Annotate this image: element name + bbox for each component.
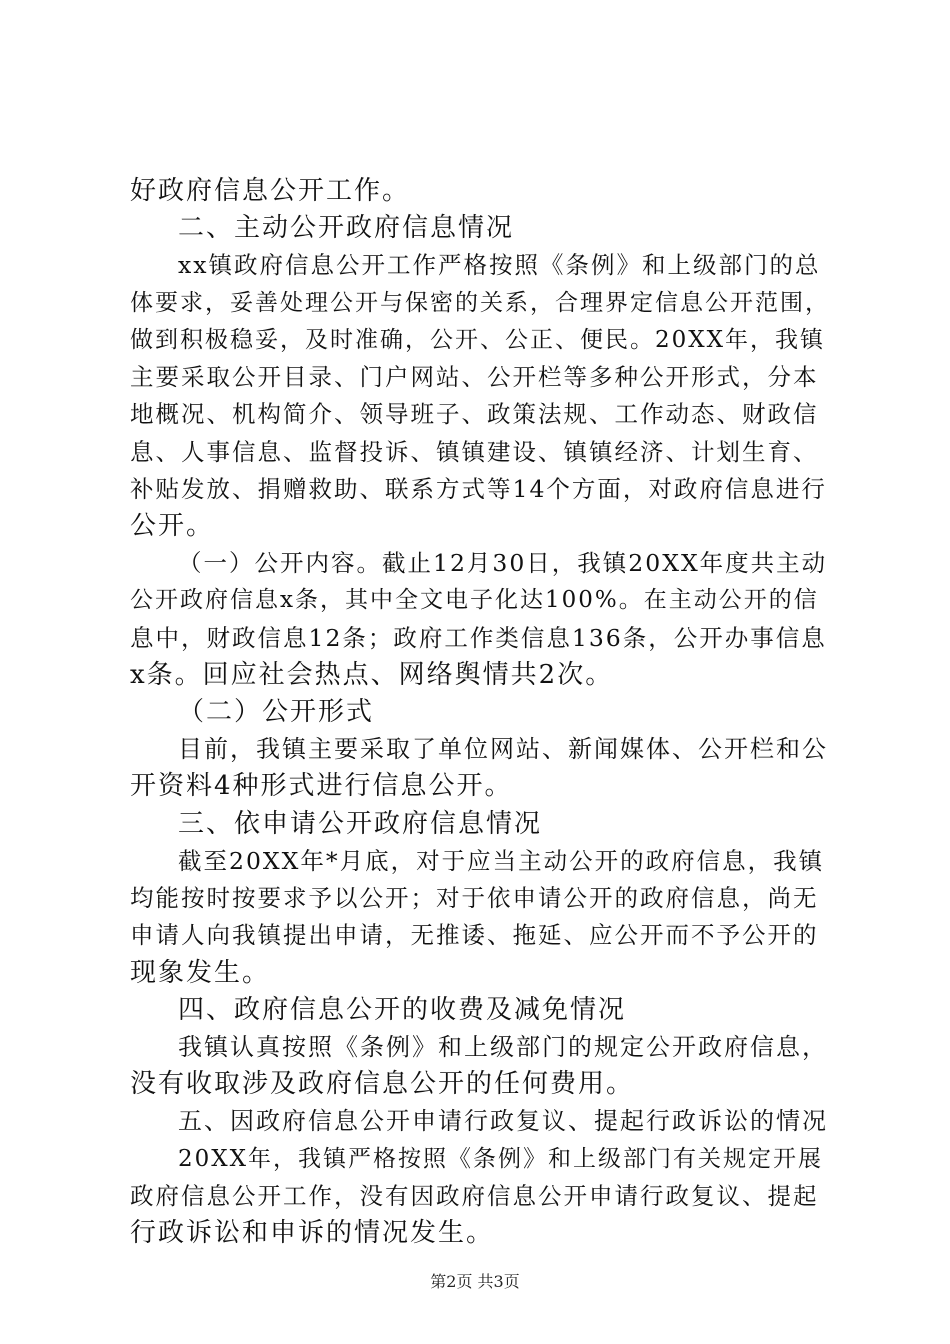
page-footer [0, 1272, 950, 1292]
body-line: 目前，我镇主要采取了单位网站、新闻媒体、公开栏和公 [178, 735, 828, 764]
body-line: x条。回应社会热点、网络舆情共2次。 [130, 659, 614, 690]
body-line: 息、人事信息、监督投诉、镇镇建设、镇镇经济、计划生育、 [130, 437, 819, 466]
body-line: 主要采取公开目录、门户网站、公开栏等多种公开形式，分本 [130, 363, 819, 392]
body-line: 地概况、机构简介、领导班子、政策法规、工作动态、财政信 [130, 400, 819, 429]
body-line: 没有收取涉及政府信息公开的任何费用。 [130, 1069, 635, 1100]
section-heading: 三、依申请公开政府信息情况 [178, 808, 543, 839]
section-heading: 二、主动公开政府信息情况 [178, 213, 515, 244]
body-line: 均能按时按要求予以公开；对于依申请公开的政府信息，尚无 [130, 884, 819, 913]
body-line: 好政府信息公开工作。 [130, 176, 411, 206]
body-line: 政府信息公开工作，没有因政府信息公开申请行政复议、提起 [130, 1181, 819, 1210]
body-line: 息中，财政信息12条；政府工作类信息136条，公开办事信息 [130, 623, 827, 652]
page-indicator: 第2页 共3页 [430, 1272, 520, 1291]
section-heading: 五、因政府信息公开申请行政复议、提起行政诉讼的情况 [178, 1107, 828, 1136]
body-line: 行政诉讼和申诉的情况发生。 [130, 1218, 495, 1248]
body-line: 截至20XX年*月底，对于应当主动公开的政府信息，我镇 [178, 846, 825, 875]
body-line: 现象发生。 [130, 957, 271, 988]
body-line: 补贴发放、捐赠救助、联系方式等14个方面，对政府信息进行 [130, 474, 827, 503]
body-line: 公开政府信息x条，其中全文电子化达100%。在主动公开的信 [130, 587, 819, 614]
body-line: 体要求，妥善处理公开与保密的关系，合理界定信息公开范围， [130, 289, 830, 316]
section-heading: 四、政府信息公开的收费及减免情况 [178, 994, 627, 1025]
subsection-heading: （二）公开形式 [178, 697, 375, 727]
body-line: 20XX年，我镇严格按照《条例》和上级部门有关规定开展 [178, 1145, 824, 1172]
body-line: 申请人向我镇提出申请，无推诿、拖延、应公开而不予公开的 [130, 921, 819, 950]
body-line: 做到积极稳妥，及时准确，公开、公正、便民。20XX年，我镇 [130, 326, 826, 353]
body-line: 公开。 [130, 510, 215, 541]
body-line: 开资料4种形式进行信息公开。 [130, 771, 513, 802]
body-line: xx镇政府信息公开工作严格按照《条例》和上级部门的总 [178, 251, 821, 280]
body-line: 我镇认真按照《条例》和上级部门的规定公开政府信息， [178, 1032, 828, 1061]
body-line: （一）公开内容。截止12月30日，我镇20XX年度共主动 [178, 549, 828, 578]
